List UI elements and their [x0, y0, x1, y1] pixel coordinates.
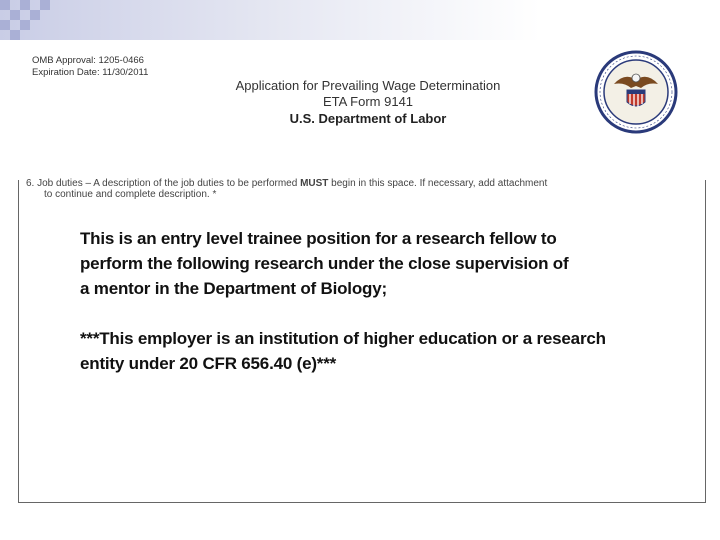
omb-info	[32, 55, 148, 79]
top-decorative-band	[0, 0, 720, 40]
omb-approval: OMB Approval: 1205-0466	[32, 55, 144, 66]
job-duties-paragraph-2: ***This employer is an institution of higher education or a research entity under 20 CFR 656.40 (e)***	[80, 329, 606, 373]
form-number: ETA Form 9141	[322, 94, 414, 109]
omb-expiration: Expiration Date: 11/30/2011	[32, 67, 149, 78]
form-title-block	[218, 78, 518, 127]
job-duties-question: 6. Job duties – A description of the job duties to be performed MUST begin in this space. If necessary, add attachment	[26, 178, 548, 189]
job-duties-question-cont: to continue and complete description. *	[44, 189, 217, 200]
job-duties-paragraph-1: This is an entry level trainee position for a research fellow to perform the following research under the close supervision of a mentor in the Department of Biology;	[80, 229, 569, 298]
form-title: Application for Prevailing Wage Determination	[235, 78, 501, 93]
department-name: U.S. Department of Labor	[289, 111, 447, 126]
department-of-labor-seal-icon	[594, 50, 678, 134]
